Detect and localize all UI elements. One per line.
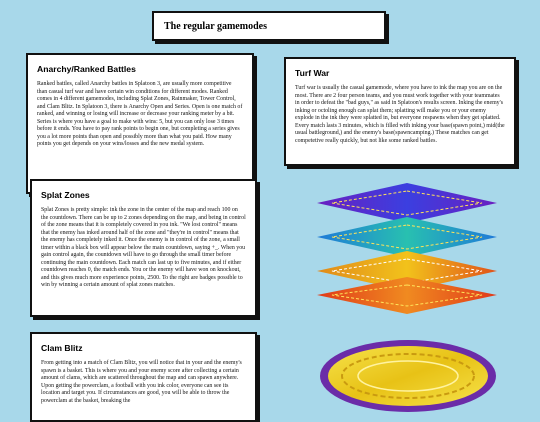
clam-heading: Clam Blitz: [41, 343, 83, 353]
splat-body: Splat Zones is pretty simple: ink the zone in the center of the map and reach 100 on the countdown. There can be up to 2 zones depending on the map, and being in control of the zone means that it is completely covered in you ink. "We lost control" means that the enemy has inked around half of the zone and "they're in control" means that the enemy has completely inked it. Once the enemy is in control of the zone, a small timer within a black box will appear below the main countdown, saying +_. When you gain control again, the countdown will have to go through the small timer before continuing the main countdown. Each match can last up to five minutes, and if either countdown reaches 0, the match ends. You or the enemy will have won on knockout, and this gives much more experience points, 2500. To the right are badges possible to win by winning a certain amount of splat zones matches.: [41, 207, 246, 289]
splat-heading: Splat Zones: [41, 190, 90, 200]
ranked-body: Ranked battles, called Anarchy battles in Splatoon 3, are usually more competitive than casual turf war and have certain win conditions for different modes. Ranked comes in 4 different gamemodes, including Splat Zones, Rainmaker, Tower Control, and Clam Blitz. In Splatoon 3, there is Anarchy Open and Series. Open is one match of ranked, and winning or losing will increase or decrease your ranking meter by a bit. Series is where you have a goal to make with wins: 5, but you can only lose 3 times before it ends. You have to pay rank points to begin one, but completing a series gives you a lot more points than open and possibly more than what you paid. How many points you get depends on your wins/losses and the new medal system.: [37, 81, 243, 148]
ranked-heading: Anarchy/Ranked Battles: [37, 64, 136, 74]
layered-zone-badge-icon: [312, 181, 502, 316]
ranked-battles-panel: [26, 53, 254, 194]
clam-blitz-panel: [30, 332, 257, 422]
clam-body: From getting into a match of Clam Blitz, you will notice that in your and the enemy's spawn is a basket. This is where you and your enemy score after collecting a certain amount of clams, which are scattered throughout the map and can spawn anywhere. Upon getting the powerclam, a football with you ink color, everyone can see its location and target you. If circumstances are good, you will be able to throw the powerclam at the basket, breaking the: [41, 360, 242, 404]
turf-heading: Turf War: [295, 68, 330, 78]
turf-body: Turf war is usually the casual gamemode, where you have to ink the map you are on the most. There are 2 four person teams, and you must work together with your teammates in order to defeat the "bad guys," as said in Splatoon's results screen. Inking the enemy's inking or octoling enough can splat them; splatting will make you or your enemy explode in the ink they were splatted in, but everyone respawns when they get splatted. Every match lasts 3 minutes, which is filled with inking your base(spawn point,) mid(the usual battleground,) and the enemy's base(spawncamping.) These matches can get competetive really quickly, but not like some ranked battles.: [295, 85, 505, 144]
turf-war-panel: [284, 57, 516, 166]
clam-badge-icon: [317, 336, 499, 416]
splat-zones-badges-image: [312, 181, 502, 316]
splat-zones-panel: [30, 179, 257, 317]
clam-blitz-badge-image: [317, 336, 499, 416]
title-panel: [152, 11, 386, 41]
page-title: The regular gamemodes: [164, 21, 267, 32]
